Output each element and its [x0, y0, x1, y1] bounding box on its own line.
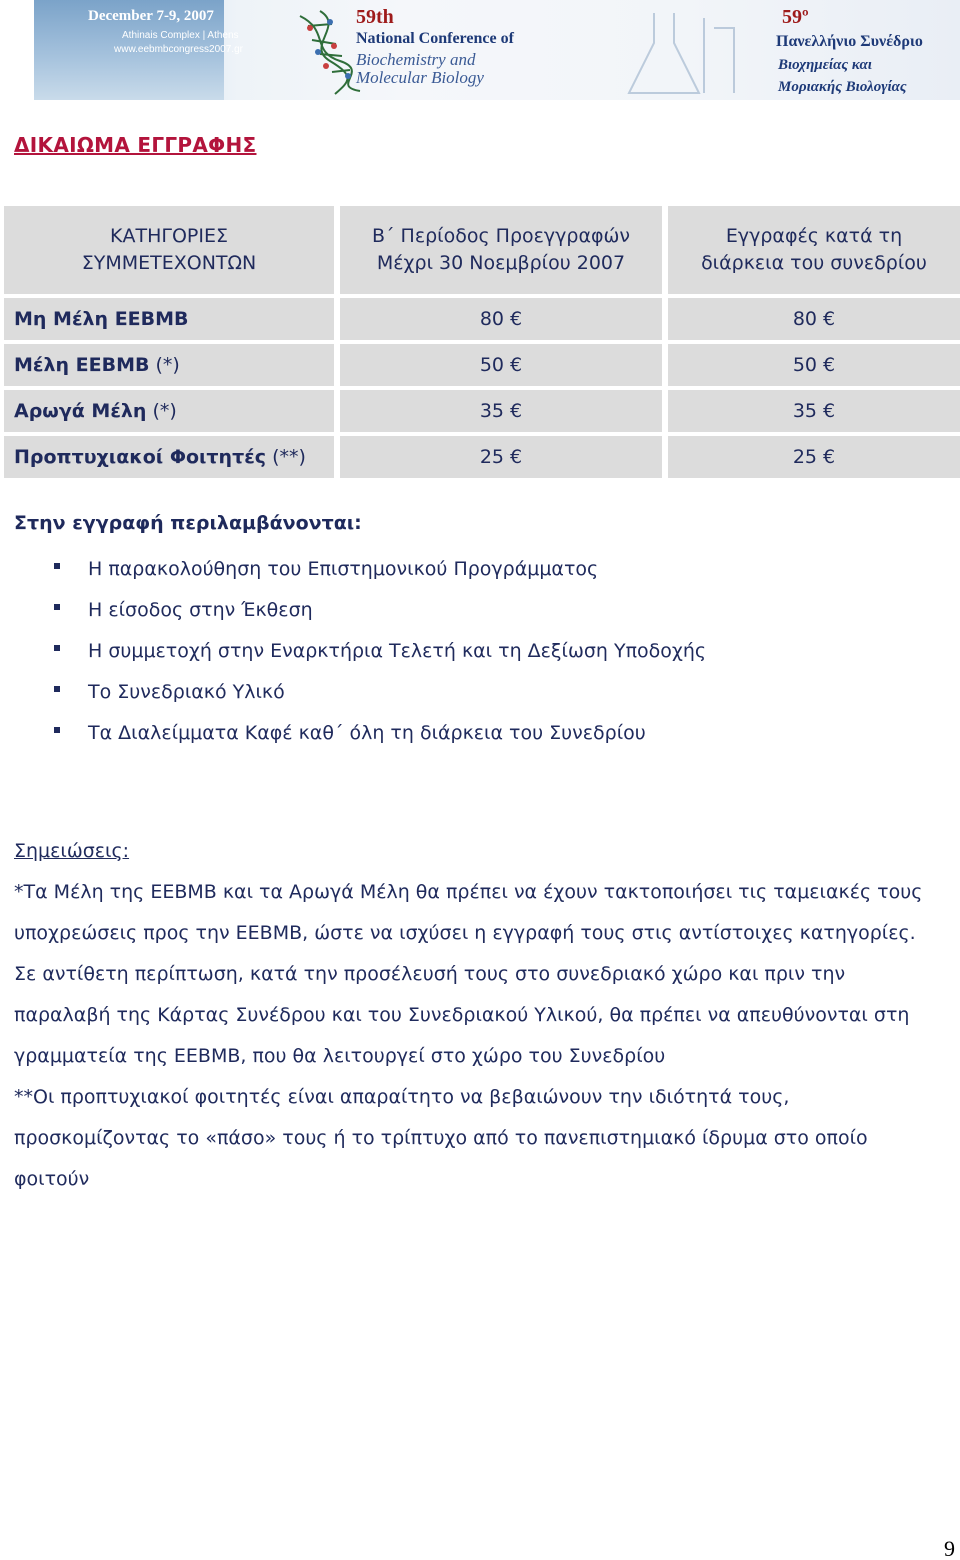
table-row — [4, 390, 960, 432]
category-label: Μη Μέλη ΕΕΒΜΒ — [14, 308, 189, 330]
early-price-cell — [340, 436, 662, 478]
early-price: 80 € — [479, 308, 523, 330]
onsite-price-cell — [668, 436, 960, 478]
early-price: 25 € — [479, 446, 523, 468]
header-onsite-registration — [668, 206, 960, 294]
table-row — [4, 344, 960, 386]
notes-line: *Τα Μέλη της ΕΕΒΜΒ και τα Αρωγά Μέλη θα πρέπει να έχουν τακτοποιήσει τις ταμειακές τους — [14, 881, 923, 903]
page-number: 9 — [944, 1536, 955, 1560]
header-early-registration — [340, 206, 662, 294]
header-categories-line1: ΚΑΤΗΓΟΡΙΕΣ — [110, 225, 228, 247]
banner-gr-number: 59º — [782, 6, 809, 28]
header-early-line1: Β΄ Περίοδος Προεγγραφών — [371, 225, 631, 247]
category-cell — [4, 344, 334, 386]
onsite-price-cell — [668, 390, 960, 432]
onsite-price: 25 € — [792, 446, 836, 468]
onsite-price: 80 € — [792, 308, 836, 330]
includes-list — [54, 548, 706, 753]
square-bullet-icon — [54, 563, 60, 569]
conference-banner — [34, 0, 960, 100]
list-item — [54, 548, 706, 589]
notes-line: **Οι προπτυχιακοί φοιτητές είναι απαραίτητο να βεβαιώνουν την ιδιότητά τους, — [14, 1086, 790, 1108]
lab-flask-icon — [594, 8, 744, 98]
header-categories — [4, 206, 334, 294]
banner-venue: Athinais Complex | Athens — [122, 30, 239, 41]
notes-line: παραλαβή της Κάρτας Συνέδρου και του Συνεδριακού Υλικού, θα πρέπει να απευθύνονται στη — [14, 1004, 910, 1026]
banner-dates: December 7-9, 2007 — [88, 8, 214, 24]
category-cell — [4, 390, 334, 432]
banner-en-line1: Biochemistry and — [356, 50, 476, 69]
list-item — [54, 589, 706, 630]
notes-line: γραμματεία της ΕΕΒΜΒ, που θα λειτουργεί στο χώρο του Συνεδρίου — [14, 1045, 666, 1067]
onsite-price-cell — [668, 344, 960, 386]
notes-line: προσκομίζοντας το «πάσο» τους ή το τρίπτυχο από το πανεπιστημιακό ίδρυμα στο οποίο — [14, 1127, 868, 1149]
banner-gr-line2: Βιοχημείας και — [778, 57, 872, 73]
table-header-row — [4, 206, 960, 294]
header-onsite-line1: Εγγραφές κατά τη — [725, 225, 903, 247]
square-bullet-icon — [54, 604, 60, 610]
early-price: 35 € — [479, 400, 523, 422]
banner-gr-line1: Πανελλήνιο Συνέδριο — [776, 33, 923, 50]
list-item-text: Η είσοδος στην Έκθεση — [88, 598, 313, 621]
list-item — [54, 671, 706, 712]
banner-url: www.eebmbcongress2007.gr — [114, 44, 243, 55]
header-early-line2: Μέχρι 30 Νοεμβρίου 2007 — [376, 252, 626, 274]
early-price-cell — [340, 298, 662, 340]
category-cell — [4, 436, 334, 478]
list-item-text: Το Συνεδριακό Υλικό — [88, 680, 285, 703]
notes-heading: Σημειώσεις: — [14, 840, 130, 862]
header-onsite-line2: διάρκεια του συνεδρίου — [701, 252, 927, 274]
banner-en-title: National Conference of — [356, 30, 514, 47]
list-item-text: Η παρακολούθηση του Επιστημονικού Προγράμματος — [88, 557, 599, 580]
banner-gr-line3: Μοριακής Βιολογίας — [778, 79, 907, 95]
onsite-price: 50 € — [792, 354, 836, 376]
banner-en-number: 59th — [356, 6, 394, 28]
square-bullet-icon — [54, 727, 60, 733]
notes-line: Σε αντίθετη περίπτωση, κατά την προσέλευσή τους στο συνεδριακό χώρο και πριν την — [14, 963, 846, 985]
table-row — [4, 436, 960, 478]
early-price: 50 € — [479, 354, 523, 376]
list-item-text: Η συμμετοχή στην Εναρκτήρια Τελετή και τη Δεξίωση Υποδοχής — [88, 639, 707, 662]
list-item — [54, 630, 706, 671]
category-label: Μέλη ΕΕΒΜΒ (*) — [14, 354, 180, 376]
header-categories-line2: ΣΥΜΜΕΤΕΧΟΝΤΩΝ — [81, 252, 257, 274]
onsite-price: 35 € — [792, 400, 836, 422]
square-bullet-icon — [54, 645, 60, 651]
notes-line: φοιτούν — [14, 1168, 90, 1190]
table-row — [4, 298, 960, 340]
early-price-cell — [340, 344, 662, 386]
category-label: Αρωγά Μέλη (*) — [14, 400, 177, 422]
notes-body — [14, 872, 954, 1200]
list-item — [54, 712, 706, 753]
onsite-price-cell — [668, 298, 960, 340]
list-item-text: Τα Διαλείμματα Καφέ καθ΄ όλη τη διάρκεια του Συνεδρίου — [88, 721, 646, 744]
early-price-cell — [340, 390, 662, 432]
includes-heading: Στην εγγραφή περιλαμβάνονται: — [14, 512, 362, 534]
banner-en-line2: Molecular Biology — [356, 68, 484, 87]
category-label: Προπτυχιακοί Φοιτητές (**) — [14, 446, 306, 468]
category-cell — [4, 298, 334, 340]
notes-line: υποχρεώσεις προς την ΕΕΒΜΒ, ώστε να ισχύσει η εγγραφή τους στις αντίστοιχες κατηγορίες. — [14, 922, 916, 944]
page-title: ΔΙΚΑΙΩΜΑ ΕΓΓΡΑΦΗΣ — [14, 133, 257, 157]
square-bullet-icon — [54, 686, 60, 692]
